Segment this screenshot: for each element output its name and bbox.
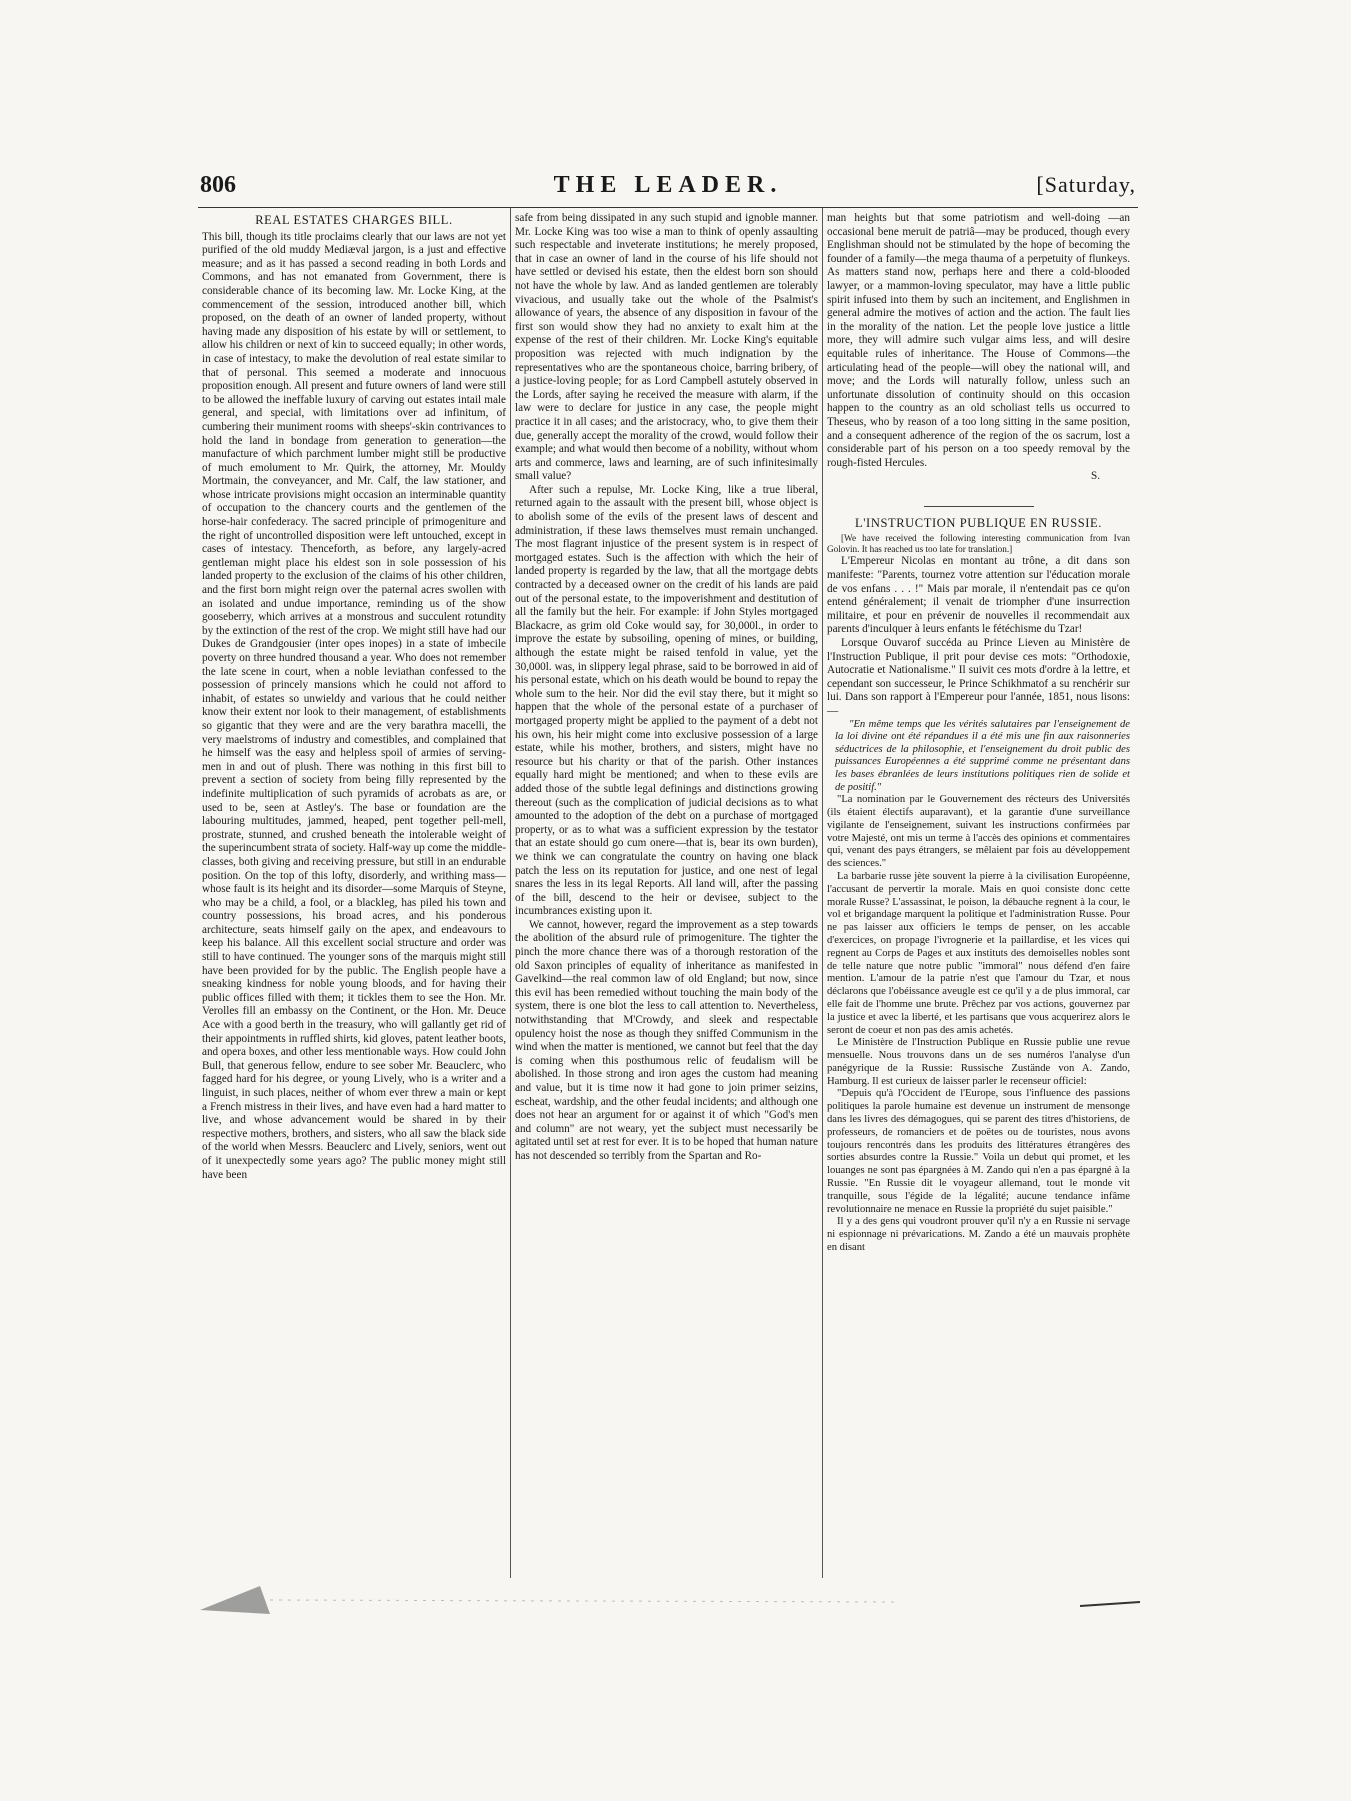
masthead-title: THE LEADER. (553, 172, 783, 198)
article-paragraph: After such a repulse, Mr. Locke King, like a true liberal, returned again to the assault with the present bill, whose object is to abolish some of the evils of the present laws of descent and administration, if these laws themselves must remain unchanged. The most flagrant injustice of the present system is in respect of mortgaged estates. Such is the affection with which the heir of landed property is regarded by the law, that all the mortgage debts contracted by a deceased owner on the credit of his lands are paid out of the personal estate, to the impoverishment and destitution of all the family but the heir. For example: if John Styles mortgaged Blackacre, as grim old Coke would say, for 30,000l., in order to improve the estate by subsoiling, opening of mines, or building, although the estate might be raised tenfold in value, yet the 30,000l. was, in slippery legal phrase, said to be borrowed in aid of his personal estate, which on his death would be bound to repay the whole sum to the heir. Nor did the evil stay there, but it might so happen that the whole of the personal estate of a purchaser of mortgaged property might be applied to the payment of a debt not his own, his heir might come into exclusive possession of a large estate, while his mother, brothers, and sisters, might have no resource but his charity or that of the parish. Other instances equally hard might be mentioned; and when to these evils are added those of the subtle legal definings and distinctions growing thereout (such as the complication of judicial decisions as to what amounted to the adoption of the debt on a purchase of mortgaged property, or as to what was a sufficient expression by the testator that an estate should go cum onere—that is, bear its own burden), we think we can congratulate the country on having one black patch the less on its reputation for justice, and one nest of legal snares the less in its legal Reports. All land will, after the passing of the bill, descend to the heir or devisee, subject to the incumbrances existing upon it. (515, 483, 818, 918)
article-paragraph: La barbarie russe jète souvent la pierre à la civilisation Européenne, l'accusant de pervertir la morale. Mais en quoi consiste donc cette morale Russe? L'assassinat, le poison, la débauche regnent à la cour, le vol et brigandage marquent la politique et l'administration Russe. Pour ne pas laisser aux officiers le temps de penser, on les accable d'exercices, on propage l'ivrognerie et la paillardise, et les vices qui regnent au Corps de Pages et aux instituts des demoiselles nobles sont de telle nature que notre public "immoral" nous défend d'en faire mention. L'amour de la patrie n'est que l'amour du Tzar, et nous déclarons que l'obéissance aveugle est ce qu'il y a de plus immoral, car elle fait de l'homme une brute. Prêchez par vos actions, gouvernez par la justice et avec la liberté, et les partisans que vous acquerirez alors le seront de coeur et non pas des amis achetés. (827, 870, 1130, 1036)
article-paragraph: man heights but that some patriotism and well-doing —an occasional bene meruit de patriâ—may be produced, though every Englishman should not be stimulated by the hope of becoming the founder of a family—the mega thauma of a perpetuity of flunkeys. As matters stand now, perhaps here and there a cold-blooded lawyer, or a mammon-loving speculator, may have a little public spirit infused into them by such an incitement, and Englishmen in general admire the motives of action and the action. The fault lies in the morality of the nation. Let the people love justice a little more, they will admire such vulgar aims less, and will desire equitable rules of inheritance. The House of Commons—the articulating head of the people—will obey the national will, and move; and the Lords will naturally follow, unless such an unfortunate dissolution of continuity should on this occasion happen to the country as an old scholiast tells us occurred to Theseus, who by reason of a too long sitting in the same position, and a consequent adherence of the region of the os sacrum, lost a considerable part of his person on a too speedy removal by the rough-fisted Hercules. (827, 212, 1130, 469)
column-2 (510, 208, 822, 1578)
small-print-section (827, 794, 1130, 1255)
article-paragraph: This bill, though its title proclaims clearly that our laws are not yet purified of the old muddy Mediæval jargon, is a just and effective measure; and as it has passed a second reading in both Lords and Commons, and has not emanated from Government, there is considerable chance of its becoming law. Mr. Locke King, at the commencement of the session, introduced another bill, which proposed, on the death of an owner of landed property, without having made any disposition of his estate by will or settlement, to allow his children or next of kin to succeed equally; in other words, in case of intestacy, to make the devolution of real estate similar to that of personal. This seemed a moderate and innocuous proposition enough. All present and future owners of land were still to be allowed the ineffable luxury of carving out estates intail male general, and special, with limitations over ad infinitum, of cumbering their muniment rooms with sheeps'-skin contrivances to hold the land in bondage from generation to generation—the manufacture of which parchment lumber might still be productive of much emolument to Mr. Quirk, the attorney, Mr. Mouldy Mortmain, the conveyancer, and Mr. Calf, the law stationer, and whose intricate provisions might occasion an interminable quantity of occupation to the chancery courts and the gentlemen of the horse-hair confederacy. The sacred principle of primogeniture and the right of uncontrolled disposition were left untouched, except in cases of intestacy. Thenceforth, as before, any largely-acred gentleman might place his eldest son in sole possession of his landed property to the exclusion of the claims of his other children, and the first born might reign over the paternal acres swollen with an isolated and undue importance, reminding us of the show gooseberry, which arrives at a monstrous and succulent rotundity by the extinction of the rest of the crop. We might still have had our Dukes de Grandgousier (inter opes inopes) in a state of imbecile poverty on three hundred thousand a year. Who does not remember the late scene in court, when a noble leviathan confessed to the possession of princely mansions which he could not afford to inhabit, of estates so unwieldy and various that he could neither know their extent nor look to their management, of establishments so gigantic that they were and are the very barathra macelli, the very maelstroms of industry and comestibles, and complained that he himself was the easy and helpless spoil of armies of serving-men in and out of plush. There was nothing in this first bill to prevent a section of society from being filly represented by the indefinite multiplication of such pyramids of acrobats as are, or used to be, seen at Astley's. The base or foundation are the labouring multitudes, jammed, heaped, pent together pell-mell, prostrate, stunned, and crushed beneath the intolerable weight of the superincumbent strata of society. Half-way up come the middle-classes, both giving and receiving pressure, but still in an endurable position. On the top of this lofty, disorderly, and writhing mass—whose fault is its height and its disorder—some Marquis of Steyne, who may be a child, a fool, or a blackleg, has piled his town and country possessions, his broad acres, and his ponderous architecture, seats himself gaily on the apex, and endeavours to keep his balance. All this excellent social structure and order was still to have continued. The younger sons of the marquis might still have been provided for by the public. The English people have a sneaking kindness for noble young bloods, and for having their public offices filled with them; it tickles them to see the Hon. Mr. Verolles fill an embassy on the Continent, or the Hon. Mr. Deuce Ace with a good berth in the treasury, who will gallantly get rid of their appointments in ruffled shirts, kid gloves, patent leather boots, and opera boxes, and other less mentionable ways. How could John Bull, that generous fellow, endure to see sober Mr. Beauclerc, who fagged hard for his degree, or young Lively, who is a writer and a linguist, in such places, neither of whom ever threw a main or kept a French mistress in their lives, and have even had a hard matter to live, and whose advancement would be shared in by their respective mothers, brothers, and sisters, who all saw the black side of the world when Messrs. Beauclerc and Lively, seniors, went out of it unexpectedly some years ago? The public money might still have been (202, 230, 506, 1181)
author-signature: S. (1090, 470, 1100, 483)
scan-smudge-graphic (200, 1580, 1140, 1620)
scan-artifact (200, 1580, 1140, 1620)
article-paragraph: Le Ministère de l'Instruction Publique en Russie publie une revue mensuelle. Nous trouvons dans un de ses numéros l'analyse d'un panégyrique de la Russie: Russische Zustände von A. Zando, Hamburg. Il est curieux de laisser parler le recenseur officiel: (827, 1037, 1130, 1087)
article-paragraph: L'Empereur Nicolas en montant au trône, a dit dans son manifeste: "Parents, tournez votre attention sur l'éducation morale de vos enfans . . . !" Mais par morale, il n'entendait pas ce qu'on entend généralement; il venait de triompher d'une insurrection militaire, et pour en prévenir de nouvelles il recommendait aux parents d'inculquer à leurs enfants le fétéchisme du Tzar! (827, 555, 1130, 636)
issue-day: [Saturday, (1036, 172, 1136, 197)
article-paragraph: Il y a des gens qui voudront prouver qu'il n'y a en Russie ni servage ni espionnage ni prévarications. M. Zando a été un mauvais prophète en disant (827, 1216, 1130, 1254)
article-paragraph: "Depuis qu'à l'Occident de l'Europe, sous l'influence des passions politiques la parole humaine est devenue un instrument de mensonge dans les livres des démagogues, qui se parent des titres d'historiens, de professeurs, de romanciers et de poëtes ou de touristes, nous avons toujours rencontrés dans les produits des littératures étrangères des sorties absurdes contre la Russie." Voila un debut qui promet, et les louanges ne sont pas épargnées à M. Zando qui n'en a pas épargné à la Russie. "En Russie dit le voyageur allemand, tout le monde vit tranquille, sous l'égide de la légalité; aucune tendance infâme revolutionnaire ne menace en Russie la propriété du sujet paisible." (827, 1088, 1130, 1215)
section-divider (924, 506, 1034, 507)
article-heading-real-estates: REAL ESTATES CHARGES BILL. (255, 213, 453, 227)
editor-note: [We have received the following interesting communication from Ivan Golovin. It has reached us too late for translation.] (827, 533, 1130, 555)
article-columns (198, 207, 1138, 1578)
article-heading-instruction-publique: L'INSTRUCTION PUBLIQUE EN RUSSIE. (854, 515, 1103, 530)
article-paragraph: "La nomination par le Gouvernement des récteurs des Universités (ils étaient électifs auparavant), et la garantie d'une surveillance vigilante de l'enseignement, suivant les instructions confirmées par votre Majesté, ont mis un terme à l'accès des opinions et commentaires qui, venant des pays étrangers, se mêlaient par fois au développement des sciences." (827, 794, 1130, 870)
article-paragraph: Lorsque Ouvarof succéda au Prince Lieven au Ministère de l'Instruction Publique, il prit pour devise ces mots: "Orthodoxie, Autocratie et Nationalisme." Il suivit ces mots d'ordre à la lettre, et cependant son successeur, le Prince Schikhmatof a su renchérir sur lui. Dans son rapport à l'Empereur pour l'année, 1851, nous lisons:— (827, 637, 1130, 717)
block-quote: "En même temps que les vérités salutaires par l'enseignement de la loi divine ont été répandues il a été mis une fin aux raisonneries séductrices de la philosophie, et l'enseignement du droit public des puissances Européennes a été supprimé comme ne présentant dans les bases ébranlées de leurs institutions politiques rien de solide et de positif." (835, 718, 1130, 793)
page-header (200, 172, 1136, 202)
article-paragraph: safe from being dissipated in any such stupid and ignoble manner. Mr. Locke King was too wise a man to think of openly assaulting such respectable and inveterate institutions; he merely proposed, that in case an owner of land in the course of his life should not have settled or devised his estate, then the eldest born son should not have the whole by law. And as landed gentlemen are tolerably vivacious, and usually take out the whole of the Psalmist's allowance of years, the absence of any disposition in favour of the first son would show they had no anxiety to exalt him at the expense of the rest of their children. Mr. Locke King's equitable proposition was rejected with much indignation by the representatives who are the spontaneous choice, barring bribery, of a justice-loving people; for as Lord Campbell astutely observed in the Lords, after saying he received the measure with alarm, if the law were to declare for justice in any case, the people might practice it in all cases; and the aristocracy, who, to give them their due, generally accept the morality of the crowd, would follow their example; and what would then become of a nobility, without whom arts and commerce, laws and learning, are of such infinitesimally small value? (515, 212, 818, 483)
page-number: 806 (200, 172, 236, 198)
column-3 (822, 208, 1134, 1578)
column-1 (198, 208, 510, 1578)
article-paragraph: We cannot, however, regard the improvement as a step towards the abolition of the absurd rule of primogeniture. The tighter the pinch the more chance there was of a thorough restoration of the old Saxon principles of equality of inheritance as manifested in Gavelkind—the real common law of old England; but now, since this evil has been remedied without touching the main body of the system, there is one blot the less to call attention to. Nevertheless, notwithstanding that M'Crowdy, and sleek and respectable opulency hoist the nose as though they sniffed Communism in the wind when the matter is mentioned, we cannot but feel that the day is coming when this posthumous relic of feudalism will be abolished. In those strong and iron ages the custom had meaning and value, but it is time now it had gone to join primer seizins, escheat, wardship, and the other feudal incidents; and although one does not hear an argument for or against it of which "God's men and column" are not weary, yet the subject must necessarily be agitated until set at rest for ever. It is to be hoped that human nature has not descended so terribly from the Spartan and Ro- (515, 918, 818, 1162)
